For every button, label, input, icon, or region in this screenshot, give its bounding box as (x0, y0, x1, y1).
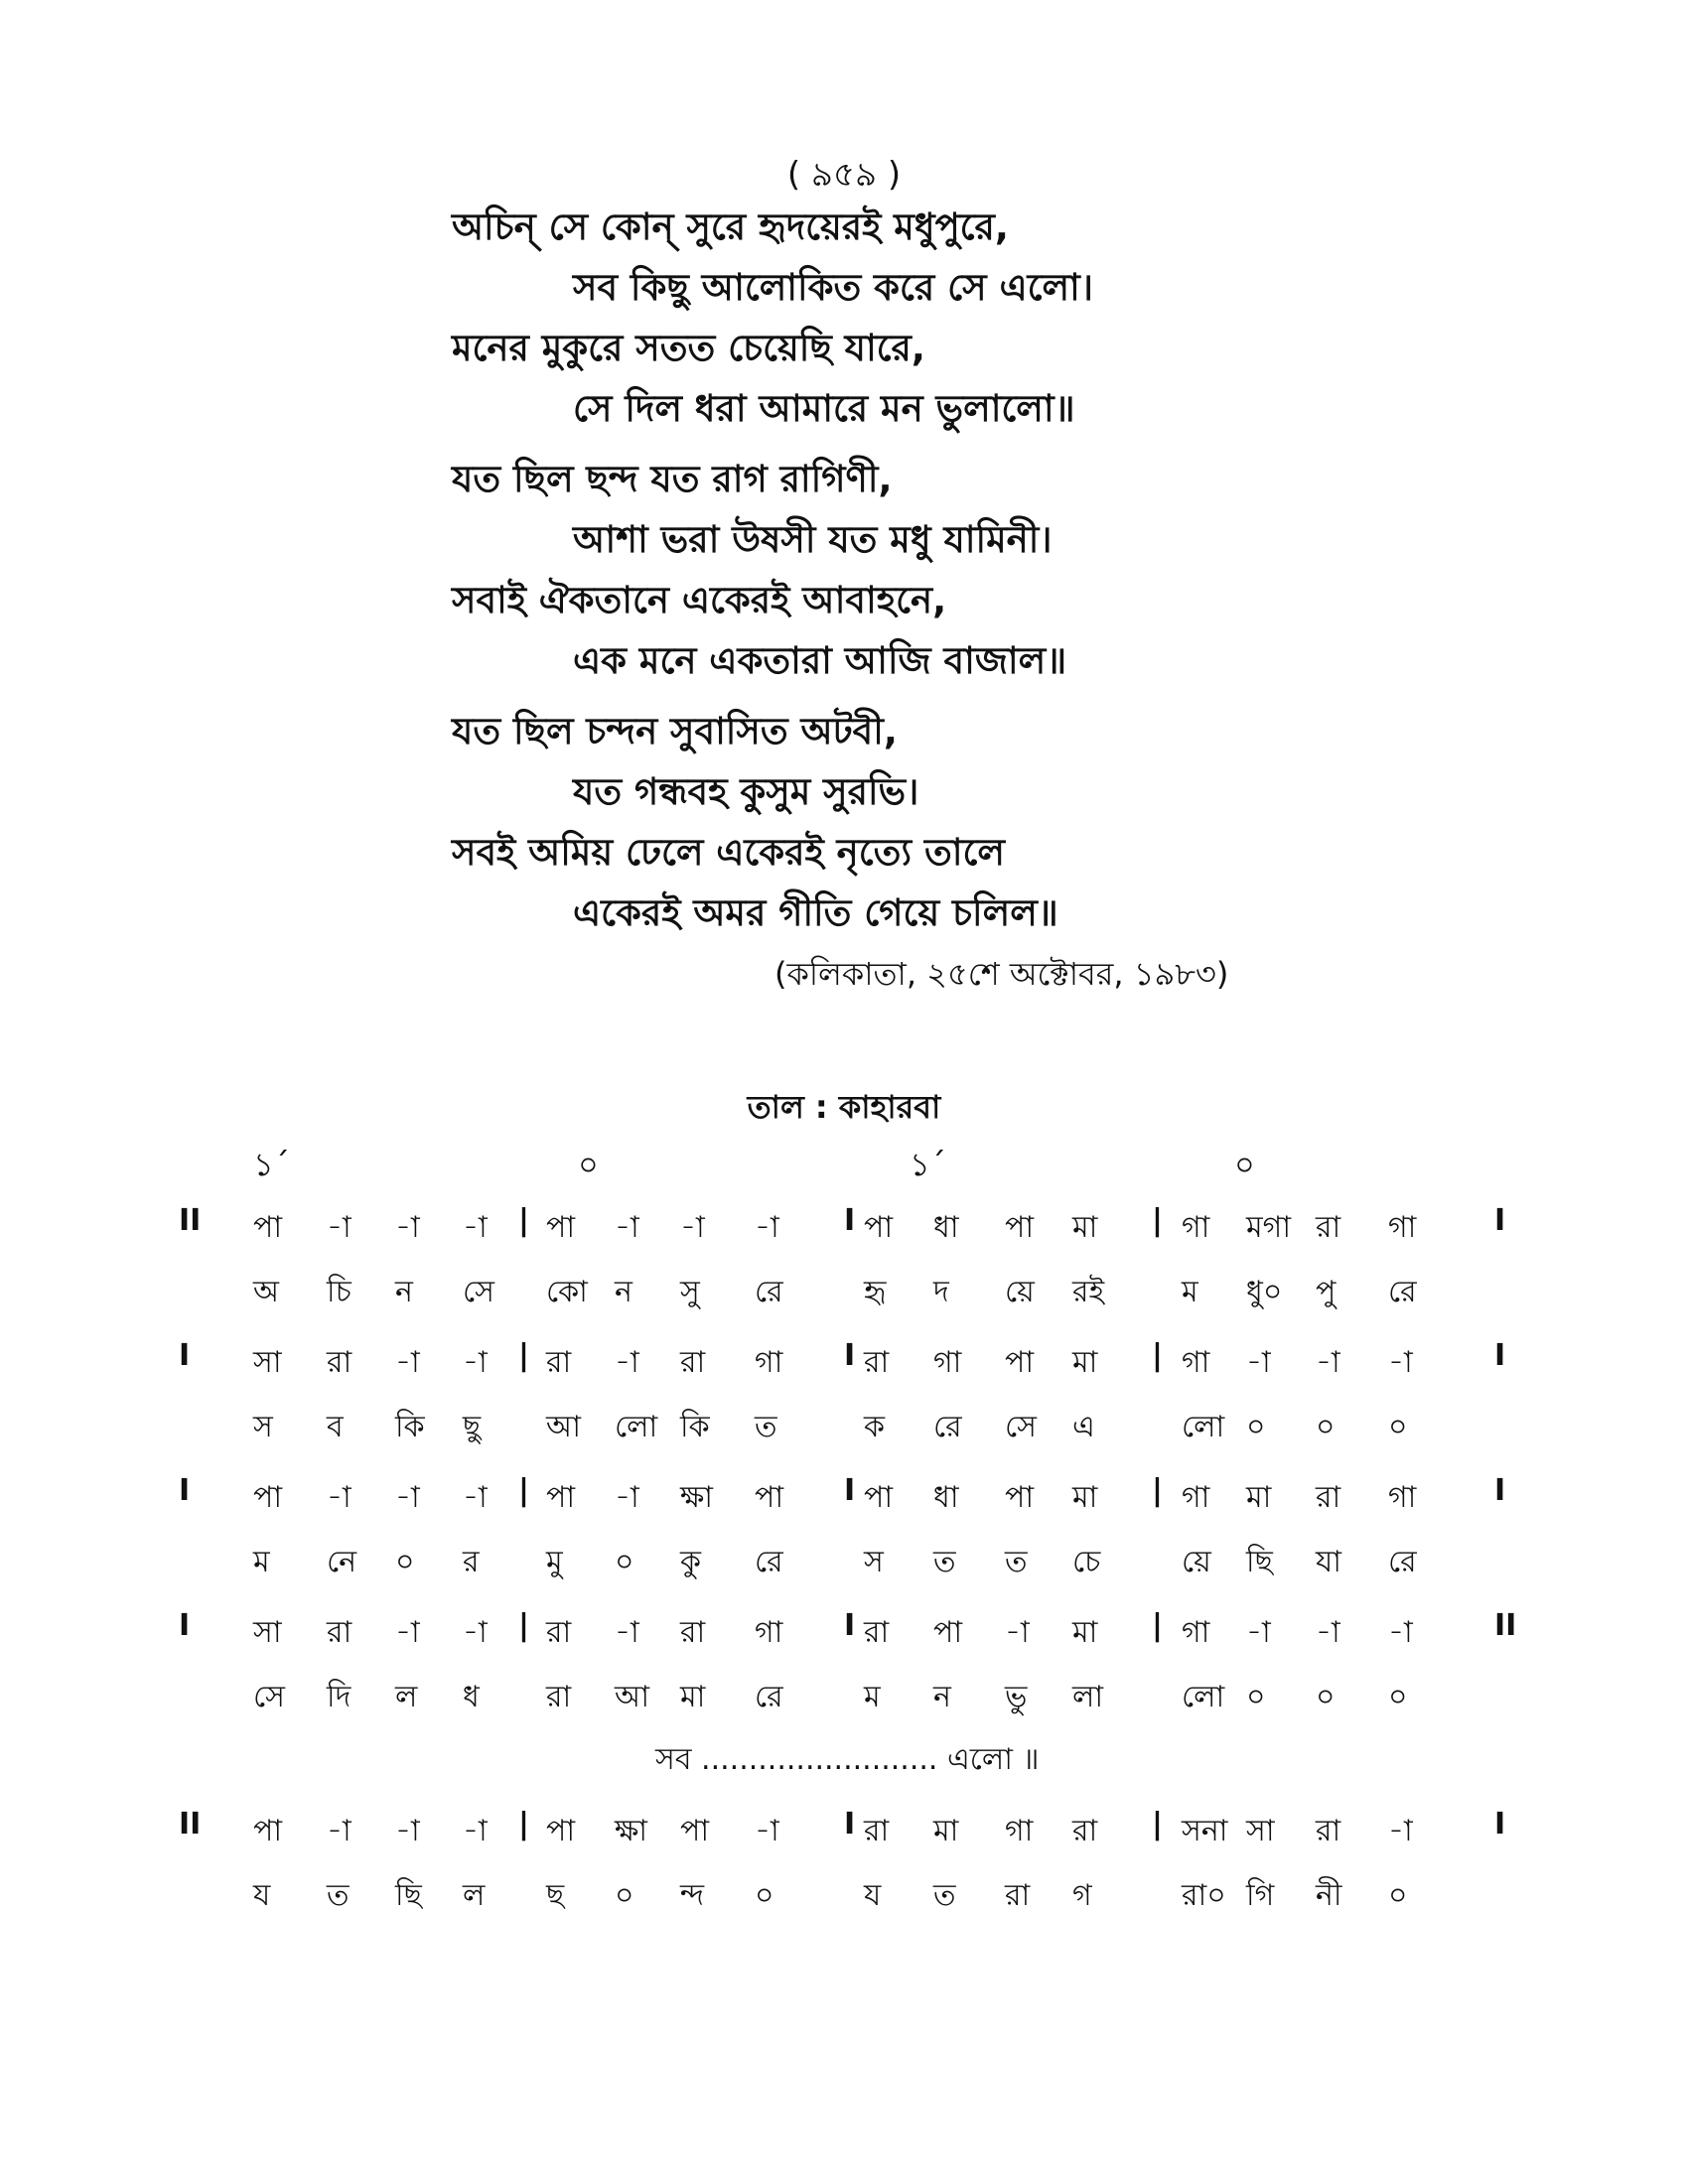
bar-end: I (1494, 1473, 1506, 1508)
lyric-syllable: এ (1072, 1410, 1095, 1444)
note: পা (680, 1814, 710, 1848)
poem-line: মনের মুকুরে সতত চেয়েছি যারে, (452, 327, 925, 369)
note: -া (395, 1210, 420, 1245)
note: পা (755, 1480, 784, 1515)
lyric-syllable: ছি (395, 1878, 422, 1913)
refrain-line: সব ......................... এলো ॥ (655, 1742, 1040, 1777)
note: -া (1388, 1615, 1413, 1650)
lyric-syllable: গি (1246, 1878, 1275, 1913)
notation-row (0, 1338, 1688, 1378)
poem-line: একেরই অমর গীতি গেয়ে চলিল॥ (573, 891, 1058, 934)
note: পা (546, 1814, 576, 1848)
note: -া (615, 1210, 639, 1245)
lyric-syllable: লো (615, 1410, 658, 1444)
note: পা (864, 1480, 894, 1515)
stanza-1 (452, 197, 1345, 439)
note: গা (755, 1615, 783, 1650)
note: -া (1005, 1615, 1030, 1650)
lyric-syllable: লা (1072, 1680, 1104, 1714)
note: -া (615, 1345, 639, 1380)
note: -া (395, 1814, 420, 1848)
lyric-syllable: সে (1005, 1410, 1037, 1444)
lyric-syllable: রা (1005, 1878, 1031, 1913)
note: রা (680, 1615, 706, 1650)
beat-mark: ০ (1234, 1146, 1255, 1183)
lyric-syllable: ম (253, 1545, 270, 1579)
bar-end: I (1494, 1203, 1506, 1238)
note: পা (253, 1814, 283, 1848)
note: পা (864, 1210, 894, 1245)
note: মা (1072, 1345, 1098, 1380)
bar-separator: | (1152, 1338, 1163, 1373)
lyric-syllable: কু (680, 1545, 701, 1579)
lyric-syllable: ন (395, 1275, 413, 1309)
note: -া (1246, 1615, 1271, 1650)
bar-separator: | (1152, 1473, 1163, 1508)
note: সা (1246, 1814, 1275, 1848)
lyric-syllable: রে (933, 1410, 962, 1444)
lyric-syllable: রা০ (1182, 1878, 1226, 1913)
note: রা (680, 1345, 706, 1380)
lyric-syllable: হৃ (864, 1275, 887, 1309)
lyric-syllable: রে (755, 1275, 783, 1309)
lyric-syllable: রই (1072, 1275, 1105, 1309)
lyric-syllable: ম (864, 1680, 881, 1714)
note: -া (615, 1615, 639, 1650)
stanza-2 (452, 449, 1345, 691)
lyric-syllable: ল (463, 1878, 486, 1913)
note: পা (253, 1480, 283, 1515)
lyric-syllable: রা (546, 1680, 572, 1714)
lyric-syllable: আ (546, 1410, 581, 1444)
note: রা (327, 1615, 352, 1650)
bar-separator: | (1152, 1203, 1163, 1238)
stanza-3 (452, 701, 1345, 943)
bar-start: I (179, 1608, 191, 1643)
lyric-syllable: নী (1316, 1878, 1342, 1913)
place-date: (কলিকাতা, ২৫শে অক্টোবর, ১৯৮৩) (774, 955, 1229, 993)
lyric-syllable: ত (755, 1410, 777, 1444)
note: গা (1182, 1345, 1210, 1380)
note: মা (1072, 1615, 1098, 1650)
lyric-syllable: ধ (463, 1680, 480, 1714)
note: গা (1182, 1480, 1210, 1515)
lyric-syllable: ন (615, 1275, 633, 1309)
lyric-syllable: ০ (615, 1545, 634, 1579)
notation-row (0, 1473, 1688, 1513)
note: গা (1005, 1814, 1034, 1848)
note: পা (546, 1210, 576, 1245)
lyric-syllable: ত (327, 1878, 350, 1913)
poem-line: সব কিছু আলোকিত করে সে এলো। (573, 266, 1093, 309)
lyric-syllable: ক (864, 1410, 885, 1444)
note: -া (327, 1210, 352, 1245)
note: -া (395, 1615, 420, 1650)
lyric-syllable: ০ (615, 1878, 634, 1913)
note: সা (253, 1615, 282, 1650)
lyric-syllable: দি (327, 1680, 352, 1714)
lyric-syllable: ছু (463, 1410, 482, 1444)
note: -া (1316, 1615, 1340, 1650)
bar-separator: I (844, 1203, 856, 1238)
lyric-syllable: গ (1072, 1878, 1092, 1913)
bar-separator: I (844, 1807, 856, 1842)
lyric-syllable: ত (933, 1878, 956, 1913)
lyric-syllable: চি (327, 1275, 352, 1309)
note: গা (1388, 1210, 1417, 1245)
note: পা (253, 1210, 283, 1245)
lyric-syllable: সে (463, 1275, 494, 1309)
lyric-syllable: ধু০ (1246, 1275, 1283, 1309)
lyric-row (0, 1268, 1688, 1307)
lyric-syllable: ত (933, 1545, 956, 1579)
lyric-syllable: নে (327, 1545, 357, 1579)
note: সা (253, 1345, 282, 1380)
lyric-syllable: স (253, 1410, 273, 1444)
lyric-syllable: রে (1388, 1275, 1417, 1309)
lyric-syllable: ০ (1316, 1410, 1336, 1444)
bar-separator: | (518, 1807, 529, 1842)
lyric-row (0, 1871, 1688, 1911)
note: -া (327, 1480, 352, 1515)
poem-line: যত ছিল ছন্দ যত রাগ রাগিণী, (452, 458, 893, 500)
lyric-syllable: য়ে (1182, 1545, 1211, 1579)
lyric-syllable: ন (933, 1680, 951, 1714)
lyric-syllable: ছ (546, 1878, 565, 1913)
bar-separator: I (844, 1473, 856, 1508)
lyric-syllable: য (253, 1878, 271, 1913)
note: রা (546, 1615, 572, 1650)
lyric-syllable: দ (933, 1275, 949, 1309)
poem-line: সবই অমিয় ঢেলে একেরই নৃত্যে তালে (452, 831, 1005, 874)
bar-start: I (179, 1338, 191, 1373)
poem-line: এক মনে একতারা আজি বাজাল॥ (573, 639, 1067, 682)
note: -া (463, 1210, 488, 1245)
poem-line: সে দিল ধরা আমারে মন ভুলালো॥ (573, 387, 1075, 430)
note: -া (755, 1210, 779, 1245)
note: সনা (1182, 1814, 1228, 1848)
note: -া (1316, 1345, 1340, 1380)
bar-end: II (1494, 1608, 1517, 1643)
lyric-syllable: আ (615, 1680, 649, 1714)
lyric-syllable: ন্দ (680, 1878, 705, 1913)
note: গা (1182, 1615, 1210, 1650)
note: রা (864, 1814, 890, 1848)
lyric-syllable: ভু (1005, 1680, 1028, 1714)
note: রা (1316, 1814, 1341, 1848)
note: পা (1005, 1210, 1035, 1245)
bar-start: II (179, 1807, 202, 1842)
lyric-syllable: ০ (755, 1878, 774, 1913)
note: ধা (933, 1210, 959, 1245)
lyric-syllable: রে (755, 1680, 783, 1714)
bar-end: I (1494, 1338, 1506, 1373)
note: রা (1072, 1814, 1098, 1848)
note: -া (395, 1345, 420, 1380)
lyric-syllable: সে (253, 1680, 285, 1714)
lyric-syllable: ত (1005, 1545, 1028, 1579)
lyric-syllable: পু (1316, 1275, 1336, 1309)
note: রা (1316, 1480, 1341, 1515)
note: -া (395, 1480, 420, 1515)
note: -া (755, 1814, 779, 1848)
beat-mark: ১´ (253, 1146, 290, 1183)
note: ক্ষা (680, 1480, 714, 1515)
lyric-syllable: মু (546, 1545, 563, 1579)
poem-line: যত গন্ধবহ কুসুম সুরভি। (573, 770, 919, 813)
beat-marks (0, 1140, 1688, 1183)
bar-separator: I (844, 1608, 856, 1643)
note: গা (755, 1345, 783, 1380)
lyric-syllable: ০ (1246, 1410, 1266, 1444)
lyric-syllable: ল (395, 1680, 418, 1714)
bar-separator: | (1152, 1608, 1163, 1643)
note: মা (933, 1814, 959, 1848)
note: -া (1388, 1345, 1413, 1380)
bar-separator: | (1152, 1807, 1163, 1842)
lyric-syllable: ০ (1388, 1878, 1408, 1913)
note: -া (327, 1814, 352, 1848)
lyric-syllable: সু (680, 1275, 700, 1309)
note: -া (680, 1210, 705, 1245)
note: গা (933, 1345, 962, 1380)
bar-separator: | (518, 1473, 529, 1508)
lyric-syllable: র (463, 1545, 480, 1579)
bar-separator: | (518, 1338, 529, 1373)
lyric-syllable: স (864, 1545, 884, 1579)
bar-start: I (179, 1473, 191, 1508)
lyric-syllable: মা (680, 1680, 706, 1714)
bar-separator: I (844, 1338, 856, 1373)
lyric-syllable: রে (755, 1545, 783, 1579)
note: গা (1182, 1210, 1210, 1245)
lyric-syllable: লো (1182, 1680, 1225, 1714)
note: পা (933, 1615, 963, 1650)
lyric-syllable: লো (1182, 1410, 1225, 1444)
note: -া (463, 1345, 488, 1380)
notation-row (0, 1203, 1688, 1243)
lyric-syllable: রে (1388, 1545, 1417, 1579)
poem-line: অচিন্ সে কোন্ সুরে হৃদয়েরই মধুপুরে, (452, 205, 1009, 248)
lyric-syllable: কি (680, 1410, 710, 1444)
note: মা (1072, 1480, 1098, 1515)
lyric-row (0, 1538, 1688, 1577)
lyric-syllable: কো (546, 1275, 588, 1309)
note: ধা (933, 1480, 959, 1515)
poem-line: যত ছিল চন্দন সুবাসিত অটবী, (452, 710, 898, 752)
bar-separator: | (518, 1608, 529, 1643)
lyric-syllable: ০ (1316, 1680, 1336, 1714)
bar-end: I (1494, 1807, 1506, 1842)
note: -া (463, 1814, 488, 1848)
lyric-syllable: ০ (1388, 1680, 1408, 1714)
lyric-syllable: যা (1316, 1545, 1341, 1579)
poem-line: আশা ভরা উষসী যত মধু যামিনী। (573, 518, 1053, 561)
lyric-row (0, 1403, 1688, 1442)
note: -া (1246, 1345, 1271, 1380)
poem (452, 197, 1345, 953)
note: মা (1072, 1210, 1098, 1245)
page-number: ( ৯৫৯ ) (786, 155, 902, 195)
note: গা (1388, 1480, 1417, 1515)
note: রা (546, 1345, 572, 1380)
lyric-syllable: অ (253, 1275, 279, 1309)
beat-mark: ০ (578, 1146, 599, 1183)
taal-heading: তাল : কাহারবা (747, 1088, 941, 1126)
lyric-syllable: য (864, 1878, 882, 1913)
lyric-syllable: ম (1182, 1275, 1198, 1309)
note: রা (864, 1345, 890, 1380)
note: মা (1246, 1480, 1272, 1515)
lyric-syllable: য়ে (1005, 1275, 1035, 1309)
note: -া (463, 1480, 488, 1515)
note: রা (327, 1345, 352, 1380)
note: রা (864, 1615, 890, 1650)
bar-separator: | (518, 1203, 529, 1238)
note: পা (546, 1480, 576, 1515)
lyric-row (0, 1673, 1688, 1712)
notation-row (0, 1807, 1688, 1846)
note: মগা (1246, 1210, 1292, 1245)
bar-start: II (179, 1203, 202, 1238)
lyric-syllable: ০ (1388, 1410, 1408, 1444)
lyric-syllable: ছি (1246, 1545, 1273, 1579)
notation-row (0, 1608, 1688, 1648)
note: পা (1005, 1345, 1035, 1380)
note: -া (463, 1615, 488, 1650)
lyric-syllable: ০ (395, 1545, 415, 1579)
beat-mark: ১´ (910, 1146, 946, 1183)
poem-line: সবাই ঐকতানে একেরই আবাহনে, (452, 579, 947, 621)
note: পা (1005, 1480, 1035, 1515)
note: -া (615, 1480, 639, 1515)
note: রা (1316, 1210, 1341, 1245)
note: ক্ষা (615, 1814, 648, 1848)
lyric-syllable: ০ (1246, 1680, 1266, 1714)
lyric-syllable: চে (1072, 1545, 1101, 1579)
lyric-syllable: কি (395, 1410, 425, 1444)
note: -া (1388, 1814, 1413, 1848)
lyric-syllable: ব (327, 1410, 344, 1444)
